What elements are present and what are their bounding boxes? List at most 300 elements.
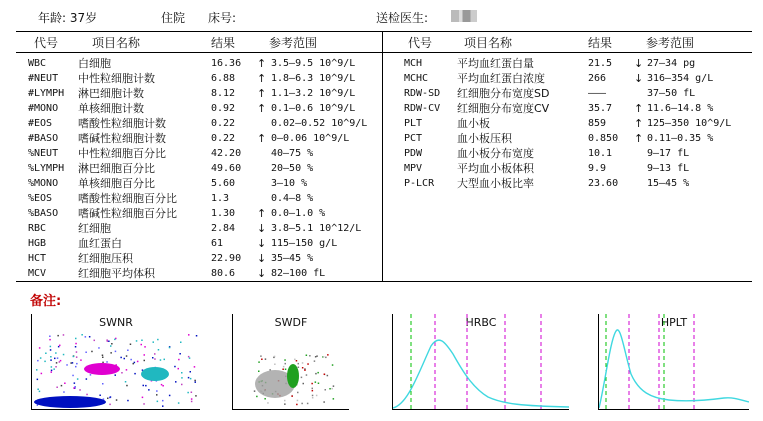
swdf-dot (325, 357, 327, 359)
result-row (0, 251, 763, 266)
result-code: MCV (28, 268, 47, 279)
swnr-dot (130, 359, 132, 361)
swdf-dot (331, 388, 333, 390)
result-value: 266 (588, 73, 607, 84)
swnr-dot (63, 334, 64, 336)
result-range: 15—45 % (647, 178, 690, 189)
result-code: MCHC (404, 73, 429, 84)
swnr-dot (178, 368, 180, 370)
result-name: 红细胞平均体积 (78, 267, 155, 280)
swnr-dot (75, 346, 77, 348)
result-code: PLT (404, 118, 423, 129)
swnr-dot (45, 353, 47, 355)
swnr-dot (134, 362, 136, 364)
result-code: HCT (28, 253, 47, 264)
swdf-dot (307, 403, 309, 405)
table-top-border (16, 31, 752, 32)
swnr-dot (37, 379, 39, 381)
swdf-dot (296, 360, 298, 362)
result-value: 6.88 (211, 73, 236, 84)
swnr-dot (107, 398, 109, 400)
result-range: 0.4—8 % (271, 193, 314, 204)
swnr-dot (57, 357, 59, 359)
swnr-dot (158, 349, 160, 351)
swnr-dot (59, 345, 61, 347)
result-value: 23.60 (588, 178, 619, 189)
swnr-dot (102, 357, 104, 359)
swdf-dot (261, 359, 263, 361)
bed-label: 床号: (208, 11, 237, 25)
result-row (0, 56, 763, 71)
hrbc-plot (392, 314, 569, 410)
swnr-dot (137, 361, 139, 363)
swnr-dot (86, 378, 88, 380)
swdf-dot (309, 355, 311, 357)
result-name: 嗜碱性粒细胞计数 (78, 132, 166, 145)
swnr-dot (60, 360, 62, 362)
result-code: %EOS (28, 193, 53, 204)
result-range: 35—45 % (271, 253, 314, 264)
result-value: 42.20 (211, 148, 242, 159)
swdf-dot (303, 383, 305, 385)
swdf-dot (267, 402, 269, 404)
swnr-dot (148, 389, 150, 391)
swnr-dot (115, 351, 117, 353)
swnr-plot (31, 314, 200, 410)
swnr-dot (143, 403, 145, 405)
right-col-range: 参考范围 (646, 36, 695, 50)
swnr-dot (37, 389, 39, 391)
right-col-name: 项目名称 (464, 36, 513, 50)
swdf-dot (327, 375, 329, 377)
swnr-dot (110, 345, 112, 347)
swdf-dot (304, 369, 306, 371)
swdf-plot (232, 314, 349, 410)
result-row (0, 101, 763, 116)
swnr-dot (153, 341, 155, 343)
swnr-dot (106, 361, 108, 363)
swdf-dot (260, 355, 262, 357)
result-value: 22.90 (211, 253, 242, 264)
swnr-dot (40, 357, 42, 359)
swnr-dot (134, 373, 136, 375)
swnr-dot (86, 394, 88, 396)
result-code: RDW-SD (404, 88, 441, 99)
table-header-border (16, 52, 752, 53)
swnr-dot (111, 343, 113, 345)
swdf-dot (258, 361, 260, 363)
swnr-dot (50, 356, 52, 358)
swnr-dot (191, 392, 193, 394)
table-bottom-border (16, 281, 752, 282)
result-name: 血红蛋白 (78, 237, 122, 250)
result-name: 嗜酸性粒细胞百分比 (78, 192, 177, 205)
swnr-dot (89, 336, 91, 338)
swnr-mono-cluster (84, 363, 120, 375)
result-range: 3.5—9.5 10^9/L (271, 58, 356, 69)
doctor-label: 送检医生: (376, 11, 429, 25)
swnr-dot (136, 340, 138, 342)
swnr-dot (56, 362, 58, 364)
result-value: 16.36 (211, 58, 242, 69)
swdf-green-cluster (287, 364, 299, 388)
swnr-dot (162, 405, 164, 407)
result-flag: ↓ (634, 72, 644, 85)
swnr-dot (39, 347, 41, 349)
result-value: 5.60 (211, 178, 236, 189)
result-code: %LYMPH (28, 163, 65, 174)
swdf-dot (323, 401, 325, 403)
swdf-dot (274, 356, 276, 358)
swdf-dot (283, 366, 285, 368)
result-name: 单核细胞百分比 (78, 177, 155, 190)
swnr-dot (145, 385, 147, 387)
swnr-dot (188, 377, 190, 379)
swdf-dot (306, 374, 308, 376)
swdf-dot (297, 400, 299, 402)
swnr-dot (72, 375, 74, 377)
swnr-dot (121, 372, 123, 374)
result-name: 平均血小板体积 (457, 162, 534, 175)
swnr-dot (75, 343, 77, 345)
swdf-dot (311, 383, 313, 385)
swdf-dot (329, 388, 331, 390)
swdf-dot (294, 359, 296, 361)
result-value: 2.84 (211, 223, 236, 234)
result-range: 0.02—0.52 10^9/L (271, 118, 368, 129)
result-code: #LYMPH (28, 88, 65, 99)
swnr-dot (164, 359, 166, 361)
swnr-dot (81, 334, 83, 336)
swnr-dot (64, 383, 66, 385)
swnr-title: SWNR (99, 316, 133, 329)
swnr-dot (51, 370, 53, 372)
swnr-dot (194, 380, 196, 382)
result-name: 平均血红蛋白浓度 (457, 72, 545, 85)
swdf-dot (312, 395, 314, 397)
note-label: 备注: (30, 294, 62, 309)
result-flag: ↑ (257, 87, 267, 100)
hplt-plot (598, 314, 749, 410)
age-label: 年龄: 37岁 (38, 11, 98, 25)
result-row (0, 206, 763, 221)
swdf-dot (291, 395, 293, 397)
swdf-dot (302, 367, 304, 369)
result-value: 61 (211, 238, 224, 249)
result-code: RDW-CV (404, 103, 441, 114)
result-code: RBC (28, 223, 47, 234)
result-flag: ↑ (257, 132, 267, 145)
swnr-dot (156, 390, 158, 392)
hrbc-curve (393, 340, 569, 408)
hplt-title: HPLT (660, 316, 688, 329)
swnr-dot (181, 377, 183, 379)
swnr-dot (195, 381, 197, 383)
swnr-dot (187, 392, 189, 394)
result-row (0, 86, 763, 101)
swnr-dot (110, 352, 112, 354)
swdf-dot (298, 363, 300, 365)
result-value: 9.9 (588, 163, 607, 174)
left-col-name: 项目名称 (92, 36, 141, 50)
swnr-dot (50, 349, 52, 351)
result-range: 0—0.06 10^9/L (271, 133, 350, 144)
result-range: 3.8—5.1 10^12/L (271, 223, 362, 234)
swdf-dot (284, 400, 286, 402)
swnr-dot (106, 339, 108, 341)
left-col-range: 参考范围 (269, 36, 318, 50)
swnr-dot (63, 354, 65, 356)
swdf-dot (332, 364, 334, 366)
swnr-dot (144, 360, 146, 362)
swnr-dot (178, 402, 180, 404)
swdf-dot (285, 363, 287, 365)
right-col-code: 代号 (408, 36, 433, 50)
swdf-dot (333, 385, 335, 387)
result-range: 9—17 fL (647, 148, 690, 159)
swnr-dot (189, 357, 191, 359)
result-row (0, 266, 763, 281)
swnr-dot (50, 359, 52, 361)
swnr-dot (126, 355, 128, 357)
swnr-dot (141, 344, 143, 346)
swnr-dot (162, 385, 164, 387)
swnr-dot (59, 361, 61, 363)
result-code: %BASO (28, 208, 59, 219)
swnr-lymph-cluster (34, 396, 106, 408)
swnr-dot (37, 360, 39, 362)
swnr-dot (98, 347, 100, 349)
swdf-dot (297, 392, 299, 394)
result-flag: ↓ (257, 222, 267, 235)
result-range: 0.1—0.6 10^9/L (271, 103, 356, 114)
swnr-dot (157, 339, 159, 341)
swnr-dot (76, 356, 78, 358)
swdf-dot (306, 355, 308, 357)
swnr-dot (114, 339, 116, 341)
result-flag: ↓ (634, 57, 644, 70)
result-value: 1.30 (211, 208, 236, 219)
result-name: 红细胞分布宽度CV (457, 102, 550, 115)
result-value: 80.6 (211, 268, 236, 279)
swnr-dot (36, 369, 38, 371)
swnr-dot (141, 340, 143, 342)
result-flag: ↓ (257, 252, 267, 265)
swnr-dot (126, 369, 128, 371)
result-value: 8.12 (211, 88, 236, 99)
swnr-dot (94, 340, 96, 342)
result-name: 中性粒细胞百分比 (78, 147, 166, 160)
swnr-dot (54, 358, 56, 360)
swdf-dot (302, 362, 304, 364)
result-range: 9—13 fL (647, 163, 690, 174)
result-row (0, 71, 763, 86)
report-header (0, 6, 763, 26)
swdf-dot (318, 383, 320, 385)
swnr-dot (190, 378, 192, 380)
swdf-dot (285, 369, 287, 371)
result-value: ——— (588, 88, 607, 99)
hplt-curve (599, 330, 749, 408)
result-code: P-LCR (404, 178, 435, 189)
result-row (0, 221, 763, 236)
result-range: 125—350 10^9/L (647, 118, 732, 129)
swnr-dot (154, 358, 156, 360)
swnr-dot (188, 356, 190, 358)
swnr-dot (156, 394, 158, 396)
swdf-dot (315, 381, 317, 383)
swnr-dot (110, 396, 112, 398)
swnr-dot (115, 374, 117, 376)
result-range: 20—50 % (271, 163, 314, 174)
result-code: %MONO (28, 178, 59, 189)
swnr-dot (91, 351, 93, 353)
swdf-dot (264, 398, 266, 400)
swnr-dot (126, 385, 128, 387)
swnr-dot (179, 353, 181, 355)
result-code: #MONO (28, 103, 59, 114)
swnr-dot (53, 368, 55, 370)
result-range: 40—75 % (271, 148, 314, 159)
result-flag: ↑ (257, 207, 267, 220)
swnr-dot (50, 346, 52, 348)
hplt-histogram (599, 314, 749, 409)
swnr-dot (85, 336, 87, 338)
result-code: PDW (404, 148, 423, 159)
result-value: 0.850 (588, 133, 619, 144)
swnr-scatter (32, 314, 200, 409)
hrbc-histogram (393, 314, 569, 409)
result-flag: ↑ (634, 117, 644, 130)
swnr-dot (75, 338, 77, 340)
swnr-dot (73, 387, 75, 389)
swdf-dot (265, 358, 267, 360)
result-value: 21.5 (588, 58, 613, 69)
swnr-dot (77, 378, 79, 380)
swdf-dot (324, 374, 326, 376)
result-name: 红细胞压积 (78, 252, 133, 265)
result-name: 嗜酸性粒细胞计数 (78, 117, 166, 130)
result-name: 白细胞 (78, 57, 111, 70)
swnr-dot (144, 354, 146, 356)
swdf-dot (301, 377, 303, 379)
swdf-dot (333, 398, 335, 400)
swnr-dot (194, 366, 196, 368)
swnr-dot (142, 397, 144, 399)
result-name: 血小板分布宽度 (457, 147, 534, 160)
swnr-dot (108, 341, 110, 343)
swnr-dot (169, 395, 171, 397)
swnr-dot (127, 400, 129, 402)
swnr-dot (178, 359, 180, 361)
swnr-dot (102, 355, 104, 357)
swnr-dot (55, 366, 57, 368)
swnr-dot (154, 353, 156, 355)
result-name: 平均血红蛋白量 (457, 57, 534, 70)
result-row (0, 131, 763, 146)
swnr-dot (61, 385, 63, 387)
swnr-dot (124, 358, 126, 360)
result-code: WBC (28, 58, 47, 69)
result-code: #BASO (28, 133, 59, 144)
result-name: 血小板 (457, 117, 490, 130)
result-range: 115—150 g/L (271, 238, 338, 249)
swnr-neut-cluster (141, 367, 169, 381)
result-flag: ↑ (257, 57, 267, 70)
swdf-dot (315, 373, 317, 375)
result-code: HGB (28, 238, 47, 249)
swnr-dot (127, 350, 129, 352)
swnr-dot (130, 344, 132, 346)
swnr-dot (125, 381, 127, 383)
swnr-dot (175, 381, 177, 383)
swnr-dot (58, 346, 60, 348)
result-range: 0.11—0.35 % (647, 133, 714, 144)
swnr-dot (174, 366, 176, 368)
swdf-dot (298, 367, 300, 369)
swnr-dot (116, 399, 118, 401)
result-range: 1.8—6.3 10^9/L (271, 73, 356, 84)
swdf-scatter (233, 314, 349, 409)
swnr-dot (152, 357, 154, 359)
result-value: 1.3 (211, 193, 230, 204)
swnr-dot (191, 398, 193, 400)
swnr-dot (162, 400, 164, 402)
result-row (0, 236, 763, 251)
swdf-dot (312, 388, 314, 390)
swdf-dot (284, 403, 286, 405)
swdf-dot (307, 363, 309, 365)
swdf-dot (312, 397, 314, 399)
swnr-dot (144, 346, 146, 348)
swdf-dot (254, 390, 256, 392)
swnr-dot (74, 382, 76, 384)
result-row (0, 161, 763, 176)
swnr-dot (102, 362, 104, 364)
result-name: 血小板压积 (457, 132, 512, 145)
swdf-dot (317, 372, 319, 374)
swnr-dot (63, 391, 64, 393)
swnr-dot (190, 371, 192, 373)
swnr-dot (76, 363, 78, 365)
result-name: 淋巴细胞计数 (78, 87, 144, 100)
swnr-dot (72, 362, 74, 364)
swnr-dot (39, 391, 41, 393)
swnr-dot (188, 334, 190, 336)
swdf-dot (312, 390, 314, 392)
swnr-dot (157, 401, 159, 403)
result-range: 37—50 fL (647, 88, 696, 99)
swnr-dot (73, 356, 75, 358)
swdf-dot (258, 371, 260, 373)
result-row (0, 146, 763, 161)
hrbc-title: HRBC (465, 316, 497, 329)
result-flag: ↑ (257, 72, 267, 85)
swdf-dot (315, 356, 317, 358)
result-code: %NEUT (28, 148, 59, 159)
swnr-dot (109, 404, 111, 406)
swnr-dot (51, 366, 53, 368)
swnr-dot (102, 383, 104, 385)
swnr-dot (57, 335, 59, 337)
result-name: 红细胞分布宽度SD (457, 87, 550, 100)
result-range: 82—100 fL (271, 268, 326, 279)
result-flag: ↑ (634, 102, 644, 115)
result-name: 嗜碱性粒细胞百分比 (78, 207, 177, 220)
swnr-dot (181, 384, 183, 386)
result-flag: ↑ (634, 132, 644, 145)
result-name: 淋巴细胞百分比 (78, 162, 155, 175)
